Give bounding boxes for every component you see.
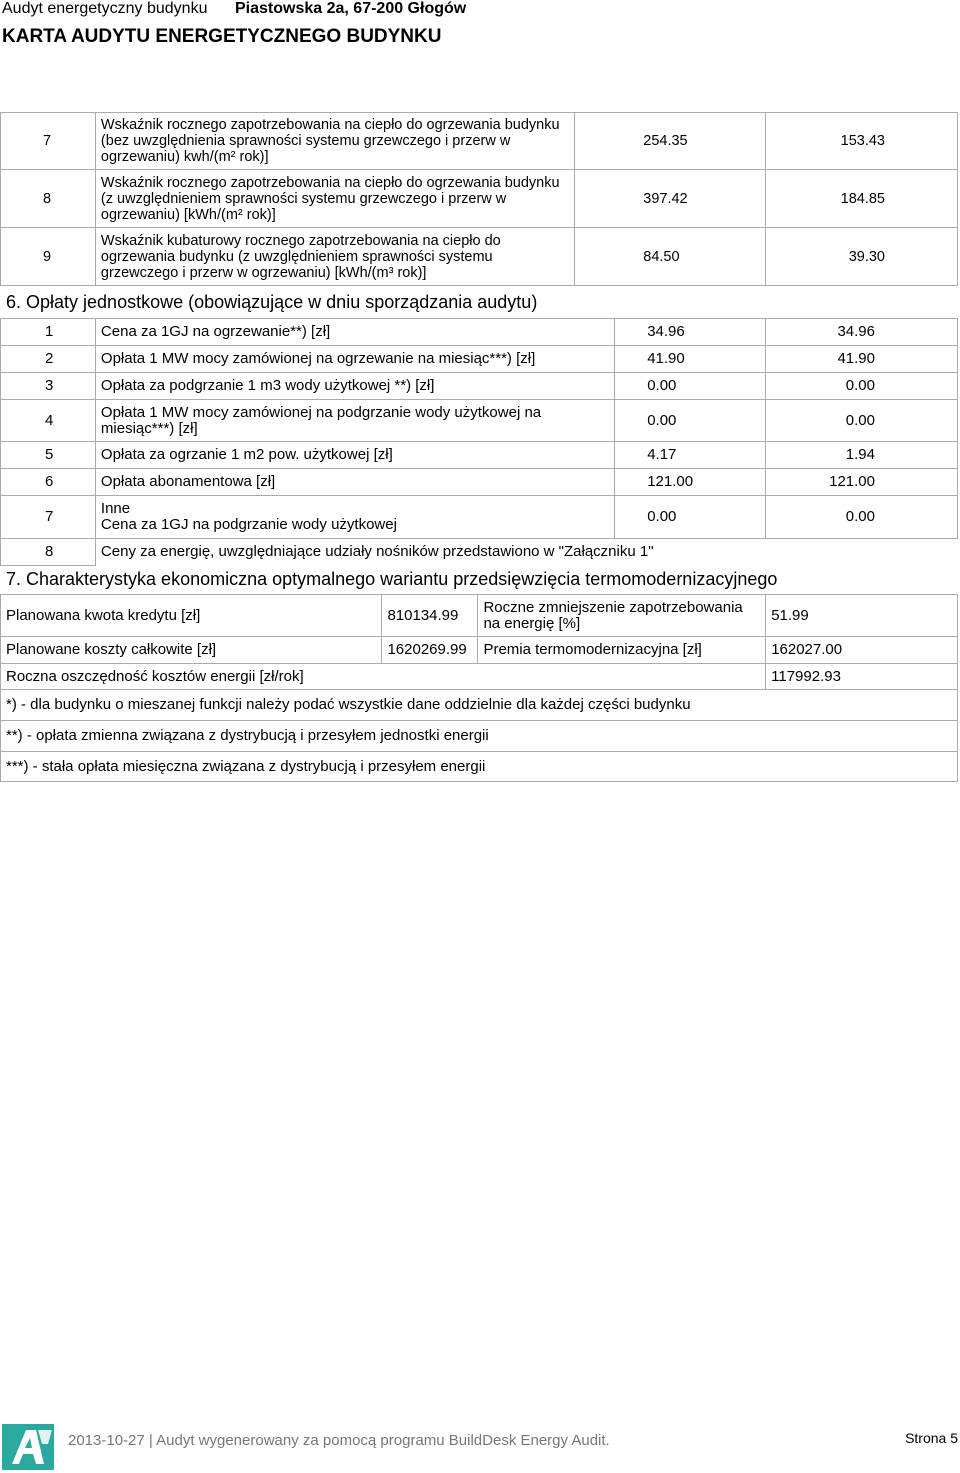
table-row	[1, 373, 958, 400]
value-before: 121.00	[615, 469, 766, 496]
row-number: 7	[1, 113, 96, 170]
table-row	[1, 690, 958, 721]
row-description: Ceny za energię, uwzględniające udziały nośników przedstawiono w "Załączniku 1"	[95, 539, 957, 566]
value-before: 254.35	[575, 113, 766, 170]
value-after: 184.85	[766, 170, 958, 228]
table-row	[1, 319, 958, 346]
table-row	[1, 496, 958, 539]
value-after: 0.00	[766, 400, 958, 442]
row-number: 6	[1, 469, 96, 496]
row-number: 8	[1, 539, 96, 566]
note: *) - dla budynku o mieszanej funkcji należy podać wszystkie dane oddzielnie dla każdej części budynku	[1, 690, 958, 721]
value-after: 1.94	[766, 442, 958, 469]
document-header	[2, 0, 467, 18]
premium-value: 162027.00	[766, 637, 958, 664]
builddesk-logo-icon	[2, 1424, 54, 1470]
saving-label	[1, 664, 766, 690]
saving-table	[0, 663, 958, 690]
value-before: 0.00	[615, 373, 766, 400]
row-number: 9	[1, 228, 96, 286]
row-number: 2	[1, 346, 96, 373]
note: **) - opłata zmienna związana z dystrybucją i przesyłem jednostki energii	[1, 721, 958, 752]
row-description: Opłata abonamentowa [zł]	[95, 469, 614, 496]
table-row	[1, 228, 958, 286]
row-description: Wskaźnik rocznego zapotrzebowania na ciepło do ogrzewania budynku (z uwzględnieniem sprawności systemu grzewczego i przerw w ogrzewaniu) [kWh/(m² rok)]	[95, 170, 574, 228]
value-before: 0.00	[615, 400, 766, 442]
row-number: 7	[1, 496, 96, 539]
table-row	[1, 346, 958, 373]
value-before: 84.50	[575, 228, 766, 286]
table-row	[1, 170, 958, 228]
value-after: 153.43	[766, 113, 958, 170]
table-row	[1, 637, 958, 664]
page-number: Strona 5	[905, 1430, 958, 1446]
value-before: 34.96	[615, 319, 766, 346]
row-number: 8	[1, 170, 96, 228]
reduction-value: 51.99	[766, 595, 958, 637]
saving-label-text: Roczna oszczędność kosztów energii [zł/rok]	[6, 667, 304, 685]
value-after: 0.00	[766, 373, 958, 400]
cost-label: Planowane koszty całkowite [zł]	[1, 637, 382, 664]
section-7-title: 7. Charakterystyka ekonomiczna optymalnego wariantu przedsięwzięcia termomodernizacyjnego	[6, 569, 778, 589]
premium-label: Premia termomodernizacyjna [zł]	[478, 637, 766, 664]
value-before: 397.42	[575, 170, 766, 228]
saving-value: 117992.93	[766, 664, 958, 690]
table-row	[1, 539, 958, 566]
row-description: Cena za 1GJ na ogrzewanie**) [zł]	[95, 319, 614, 346]
value-after: 121.00	[766, 469, 958, 496]
row-description: Wskaźnik kubaturowy rocznego zapotrzebowania na ciepło do ogrzewania budynku (z uwzględnieniem sprawności systemu grzewczego i przerw w ogrzewaniu) [kWh/(m³ rok)]	[95, 228, 574, 286]
value-after: 39.30	[766, 228, 958, 286]
row-number: 4	[1, 400, 96, 442]
table-row	[1, 595, 958, 637]
row-number: 3	[1, 373, 96, 400]
credit-value: 810134.99	[382, 595, 478, 637]
row-description: Inne Cena za 1GJ na podgrzanie wody użytkowej	[95, 496, 614, 539]
row-description: Opłata 1 MW mocy zamówionej na ogrzewanie na miesiąc***) [zł]	[95, 346, 614, 373]
value-before: 0.00	[615, 496, 766, 539]
row-description: Opłata za ogrzanie 1 m2 pow. użytkowej [zł]	[95, 442, 614, 469]
doc-type: Audyt energetyczny budynku	[2, 0, 208, 17]
note: ***) - stała opłata miesięczna związana z dystrybucją i przesyłem energii	[1, 752, 958, 782]
value-after: 34.96	[766, 319, 958, 346]
footer-text: 2013-10-27 | Audyt wygenerowany za pomocą programu BuildDesk Energy Audit.	[68, 1432, 610, 1449]
indicators-table	[0, 112, 958, 286]
value-before: 4.17	[615, 442, 766, 469]
table-row	[1, 752, 958, 782]
value-after: 41.90	[766, 346, 958, 373]
table-row	[1, 400, 958, 442]
table-row	[1, 721, 958, 752]
value-before: 41.90	[615, 346, 766, 373]
page-title: KARTA AUDYTU ENERGETYCZNEGO BUDYNKU	[2, 26, 442, 47]
row-description: Opłata za podgrzanie 1 m3 wody użytkowej **) [zł]	[95, 373, 614, 400]
section-6-title: 6. Opłaty jednostkowe (obowiązujące w dniu sporządzania audytu)	[6, 292, 538, 312]
notes-table	[0, 689, 958, 782]
row-number: 5	[1, 442, 96, 469]
credit-label: Planowana kwota kredytu [zł]	[1, 595, 382, 637]
building-address: Piastowska 2a, 67-200 Głogów	[235, 0, 467, 17]
row-number: 1	[1, 319, 96, 346]
unit-charges-table	[0, 318, 958, 566]
table-row	[1, 469, 958, 496]
table-row	[1, 442, 958, 469]
row-description: Opłata 1 MW mocy zamówionej na podgrzanie wody użytkowej na miesiąc***) [zł]	[95, 400, 614, 442]
row-description: Wskaźnik rocznego zapotrzebowania na ciepło do ogrzewania budynku (bez uwzględnienia sprawności systemu grzewczego i przerw w ogrzewaniu) kwh/(m² rok)]	[95, 113, 574, 170]
economic-table	[0, 594, 958, 664]
table-row	[1, 664, 958, 690]
table-row	[1, 113, 958, 170]
value-after: 0.00	[766, 496, 958, 539]
reduction-label: Roczne zmniejszenie zapotrzebowania na energię [%]	[478, 595, 766, 637]
cost-value: 1620269.99	[382, 637, 478, 664]
page-footer	[0, 1420, 960, 1460]
